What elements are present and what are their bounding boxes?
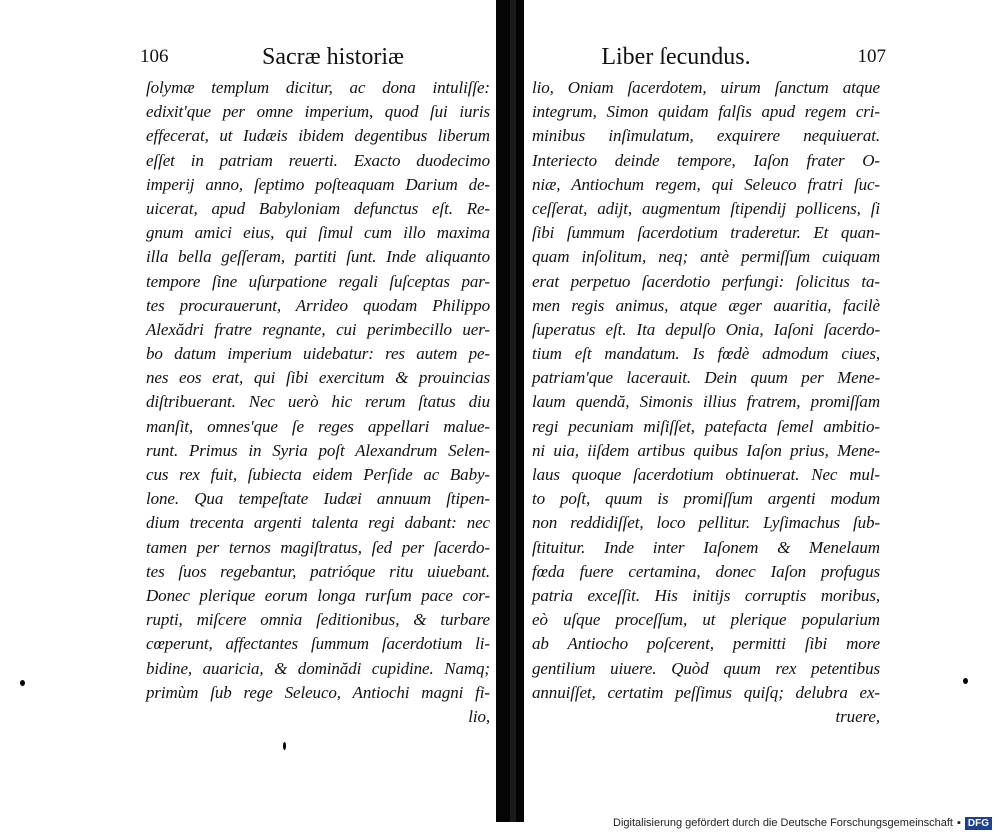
left-running-head: Sacræ historiæ — [262, 44, 404, 70]
text-line: lio, Oniam ſacerdotem, uirum ſanctum atque — [532, 78, 880, 97]
text-line: edixit'que per omne imperium, quod ſui iuris — [146, 102, 490, 122]
text-line: dium trecenta argenti talenta regi dabant: nec — [146, 513, 490, 533]
text-line: tempore ſine uſurpatione regali ſuſceptas par- — [146, 271, 490, 291]
text-line: patria exceſſit. His initijs corruptis moribus, — [532, 585, 880, 605]
text-line: diſtribuerant. Nec uerò hic rerum ſtatus diu — [146, 392, 490, 412]
left-page-number: 106 — [140, 46, 169, 67]
text-line: patriam'que lacerauit. Dein quum per Mene- — [532, 368, 880, 388]
text-line: cœperunt, affectantes ſummum ſacerdotium li- — [146, 634, 490, 654]
right-page-text — [532, 76, 880, 729]
scan-speck — [283, 742, 286, 750]
text-line: illa bella geſſeram, partiti ſunt. Inde aliquanto — [146, 247, 490, 267]
book-spine-edge — [510, 0, 516, 822]
text-line: cus rex fuit, ſubiecta eidem Perſide ac Baby- — [146, 465, 490, 484]
scan-speck — [20, 680, 25, 686]
text-line: eò uſque proceſſum, ut plerique popularium — [532, 610, 880, 630]
text-line: tes ſuos regebantur, patrióque ritu uiuebant. — [146, 561, 490, 581]
text-line: niæ, Antiochum regem, qui Seleuco fratri ſuc- — [532, 174, 880, 194]
text-line: tamen per ternos magiſtratus, ſed per ſacerdo- — [146, 537, 490, 557]
text-line: Interiecto deinde tempore, Iaſon frater O- — [532, 150, 880, 170]
text-line: uicerat, apud Babyloniam defunctus eſt. Re- — [146, 198, 490, 218]
text-line: men regis animus, atque æger auaritia, facilè — [532, 295, 880, 315]
text-line: lone. Qua tempeſtate Iudæi annuum ſtipen- — [146, 489, 490, 509]
text-line: gnum amici eius, qui ſimul cum illo maxima — [146, 223, 490, 243]
footer-text: Digitalisierung gefördert durch die Deutsche Forschungsgemeinschaft — [613, 817, 953, 829]
left-page-text — [146, 76, 490, 729]
text-line: ſibi ſummum ſacerdotium traderetur. Et quan- — [532, 223, 880, 243]
digitization-footer — [613, 814, 992, 832]
text-line: to poſt, quum is promiſſum argenti modum — [532, 489, 880, 509]
text-line: Alexădri fratre regnante, cui perimbecillo uer- — [146, 319, 490, 339]
text-line: ſuperatus eſt. Ita depulſo Onia, Iaſoni ſacerdo- — [532, 319, 880, 339]
text-line: effecerat, ut Iudæis ibidem degentibus liberum — [146, 126, 490, 146]
text-line: ceſſerat, adijt, augmentum ſtipendij pollicens, ſi — [532, 198, 880, 218]
text-line: ab Antiocho poſcerent, permitti ſibi more — [532, 634, 880, 654]
text-line: laus quoque ſacerdotium obtinuerat. Nec mul- — [532, 465, 880, 484]
text-line: gentilium uiuere. Quòd quum rex petentibus — [532, 658, 880, 678]
text-line: truere, — [835, 706, 880, 726]
right-page-header — [532, 40, 886, 74]
text-line: imperij anno, ſeptimo poſteaquam Darium de- — [146, 174, 490, 194]
text-line: ni uia, iiſdem artibus quibus Iaſon prius, Mene- — [532, 440, 880, 460]
text-line: erat perpetuo ſacerdotio perfungi: ſolicitus ta- — [532, 271, 880, 291]
text-line: ſtituitur. Inde inter Iaſonem & Menelaum — [532, 537, 880, 557]
left-page — [140, 40, 490, 726]
text-line: primùm ſub rege Seleuco, Antiochi magni fi- — [146, 682, 490, 702]
right-page-number: 107 — [857, 46, 886, 67]
scan-speck — [963, 678, 968, 684]
text-line: nes eos erat, qui ſibi exercitum & prouincias — [146, 368, 490, 388]
text-line: non reddidiſſet, loco pellitur. Lyſimachus ſub- — [532, 513, 880, 533]
text-line: tes procurauerunt, Arrideo quodam Philippo — [146, 295, 490, 315]
text-line: minibus inſimulatum, exquirere nequiuerat. — [532, 126, 880, 146]
text-line: manſit, omnes'que ſe reges appellari malue- — [146, 416, 490, 436]
text-line: regi pecuniam miſiſſet, patefacta ſemel ambitio- — [532, 416, 880, 436]
text-line: eſſet in patriam reuerti. Exacto duodecimo — [146, 150, 490, 170]
left-page-header — [140, 40, 490, 74]
text-line: Donec plerique eorum longa rurſum pace cor- — [146, 585, 490, 605]
text-line: lio, — [468, 706, 490, 726]
text-line: ſolymæ templum dicitur, ac dona intuliſſe: — [146, 78, 490, 97]
dfg-logo-icon: DFG — [965, 817, 992, 830]
footer-separator: ▪ — [956, 817, 961, 829]
text-line: annuiſſet, certatim peſſimus quiſq; delubra ex- — [532, 682, 880, 702]
right-page — [532, 40, 886, 726]
text-line: bo datum imperium uidebatur: res autem pe- — [146, 344, 490, 364]
text-line: integrum, Simon quidam falſis apud regem cri- — [532, 102, 880, 122]
text-line: tium eſt mandatum. Is fœdè admodum ciues, — [532, 344, 880, 364]
text-line: bidine, auaricia, & dominădi cupidine. Namq; — [146, 658, 490, 678]
text-line: laum quendă, Simonis illius fratrem, promiſſam — [532, 392, 880, 412]
right-running-head: Liber ſecundus. — [601, 44, 751, 70]
text-line: runt. Primus in Syria poſt Alexandrum Selen- — [146, 440, 490, 460]
text-line: quam inſolitum, neq; antè permiſſum cuiquam — [532, 247, 880, 267]
text-line: rupti, miſcere omnia ſeditionibus, & turbare — [146, 610, 490, 630]
text-line: fœda fuere certamina, donec Iaſon profugus — [532, 561, 880, 581]
